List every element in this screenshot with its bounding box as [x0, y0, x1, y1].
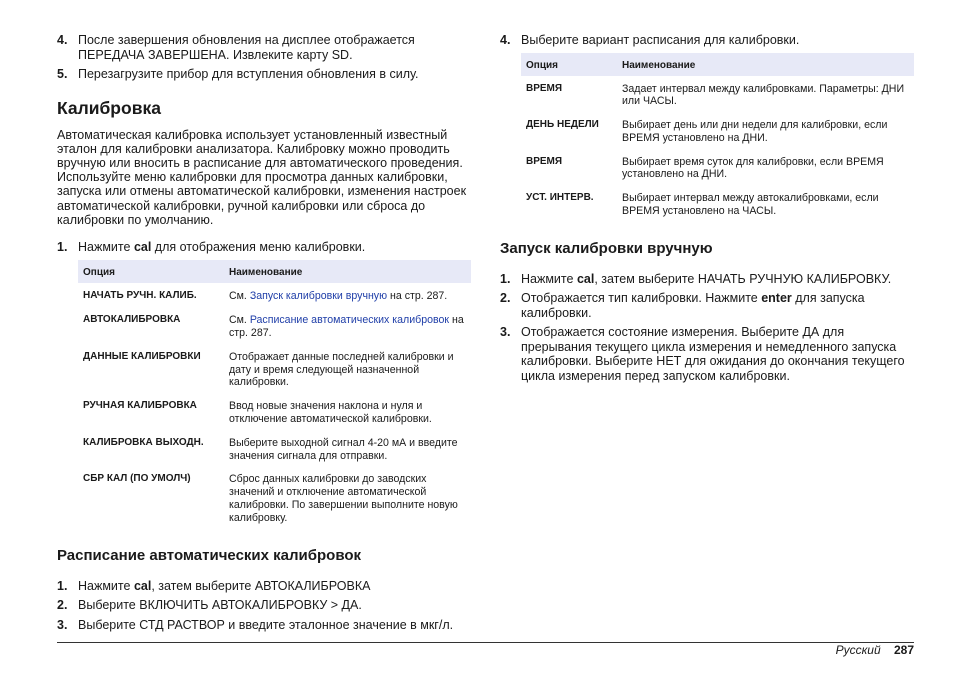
manual-calibration-steps: [500, 272, 914, 384]
column-header-option: Опция: [521, 53, 617, 76]
schedule-options-table-wrap: [521, 53, 914, 222]
schedule-options-table: [521, 53, 914, 222]
table-row: [521, 149, 914, 186]
list-item: 1. Нажмите cal, затем выберите НАЧАТЬ РУЧНУЮ КАЛИБРОВКУ.: [500, 271, 892, 286]
page-footer: [836, 643, 914, 657]
description-cell: См. Запуск калибровки вручную на стр. 287.: [229, 290, 448, 303]
footer-divider: [57, 642, 914, 643]
table-row: [521, 185, 914, 222]
step-text: После завершения обновления на дисплее отображается ПЕРЕДАЧА ЗАВЕРШЕНА. Извлеките карту SD.: [78, 33, 415, 62]
table-row: [521, 112, 914, 149]
option-cell: АВТОКАЛИБРОВКА: [83, 314, 181, 326]
step-text: Выберите вариант расписания для калибровки.: [521, 33, 800, 47]
calibration-menu-table: [78, 260, 471, 528]
page-number: 287: [893, 643, 914, 657]
option-cell: СБР КАЛ (ПО УМОЛЧ): [83, 473, 191, 485]
description-cell: Выбирает время суток для калибровки, если ВРЕМЯ установлено на ДНИ.: [622, 155, 884, 181]
column-header-option: Опция: [78, 260, 224, 283]
manual-calibration-heading: Запуск калибровки вручную: [500, 239, 713, 257]
list-item: 5. Перезагрузите прибор для вступления обновления в силу.: [57, 67, 471, 82]
option-cell: ВРЕМЯ: [526, 155, 563, 167]
key-name: cal: [133, 578, 152, 593]
table-row: [521, 76, 914, 113]
option-cell: ДАННЫЕ КАЛИБРОВКИ: [83, 350, 201, 362]
calibration-menu-table-wrap: [78, 260, 471, 528]
option-cell: ВРЕМЯ: [526, 82, 563, 94]
schedule-calibration-link[interactable]: Расписание автоматических калибровок: [249, 314, 450, 327]
list-item: 4. После завершения обновления на дисплее отображается ПЕРЕДАЧА ЗАВЕРШЕНА. Извлеките карту SD.: [57, 33, 471, 62]
description-cell: Задает интервал между калибровками. Параметры: ДНИ или ЧАСЫ.: [622, 82, 905, 108]
list-item: 2. Выберите ВКЛЮЧИТЬ АВТОКАЛИБРОВКУ > ДА.: [57, 598, 362, 613]
schedule-heading: Расписание автоматических калибровок: [57, 546, 362, 564]
key-name: cal: [576, 271, 595, 286]
option-cell: КАЛИБРОВКА ВЫХОДН.: [83, 436, 204, 448]
column-header-name: Наименование: [224, 260, 471, 283]
schedule-steps: [57, 579, 471, 633]
list-item: 3. Выберите СТД РАСТВОР и введите эталонное значение в мкг/л.: [57, 617, 454, 632]
table-row: [78, 307, 471, 344]
description-cell: Ввод новые значения наклона и нуля и отключение автоматической калибровки.: [229, 400, 432, 425]
description-cell: Отображает данные последней калибровки и дату и время следующей назначенной калибровки.: [229, 350, 454, 389]
list-item: 1. Нажмите cal для отображения меню калибровки.: [57, 239, 366, 254]
option-cell: РУЧНАЯ КАЛИБРОВКА: [83, 400, 197, 412]
calibration-intro: Автоматическая калибровка использует установленный известный эталон для калибровки анализатора. Калибровку можно проводить вручную или вносить в расписание для автоматического проведения. Используйте меню калибровки для просмотра данных калибровки, запуска или отмены автоматической калибровки, изменения настроек автоматической калибровки, ручной калибровки или сброса до калибровки по умолчанию.: [57, 127, 467, 227]
description-cell: Сброс данных калибровки до заводских значений и отключение автоматической калибровки. По завершении выполните новую калибровку.: [229, 473, 458, 524]
step-text: Перезагрузите прибор для вступления обновления в силу.: [78, 67, 419, 81]
right-column: [500, 33, 914, 388]
key-name: enter: [761, 291, 792, 306]
description-cell: Выберите выходной сигнал 4-20 мА и введите значения сигнала для отправки.: [229, 436, 458, 462]
option-cell: УСТ. ИНТЕРВ.: [526, 192, 594, 204]
calibration-steps: [57, 240, 471, 255]
calibration-heading: Калибровка: [57, 97, 161, 118]
list-item: 1. Нажмите cal, затем выберите АВТОКАЛИБРОВКА: [57, 578, 371, 593]
update-steps: [57, 33, 471, 82]
description-cell: Выбирает день или дни недели для калибровки, если ВРЕМЯ установлено на ДНИ.: [622, 119, 888, 144]
manual-calibration-link[interactable]: Запуск калибровки вручную: [249, 290, 388, 303]
list-item: 2. Отображается тип калибровки. Нажмите enter для запуска калибровки.: [500, 291, 865, 320]
key-name: cal: [133, 239, 152, 254]
option-cell: ДЕНЬ НЕДЕЛИ: [526, 119, 599, 131]
table-row: [78, 430, 471, 467]
description-cell: Выбирает интервал между автокалибровками, если ВРЕМЯ установлено на ЧАСЫ.: [622, 192, 879, 218]
table-row: [78, 344, 471, 393]
table-header: [78, 260, 471, 283]
list-item: 4. Выберите вариант расписания для калибровки.: [500, 33, 914, 48]
description-cell: См. Расписание автоматических калибровок на стр. 287.: [229, 314, 464, 340]
table-header: [521, 53, 914, 76]
footer-language: Русский: [835, 643, 881, 657]
table-row: [78, 393, 471, 430]
table-row: [78, 283, 471, 307]
table-row: [78, 466, 471, 528]
option-cell: НАЧАТЬ РУЧН. КАЛИБ.: [83, 290, 197, 302]
list-item: 3. Отображается состояние измерения. Выберите ДА для прерывания текущего цикла измерения и немедленного запуска калибровки. Выберите НЕТ для ожидания до окончания текущего цикла измерения перед запуском калибровки.: [500, 325, 905, 383]
left-column: [57, 33, 471, 637]
schedule-steps-continued: [500, 33, 914, 48]
column-header-name: Наименование: [617, 53, 914, 76]
